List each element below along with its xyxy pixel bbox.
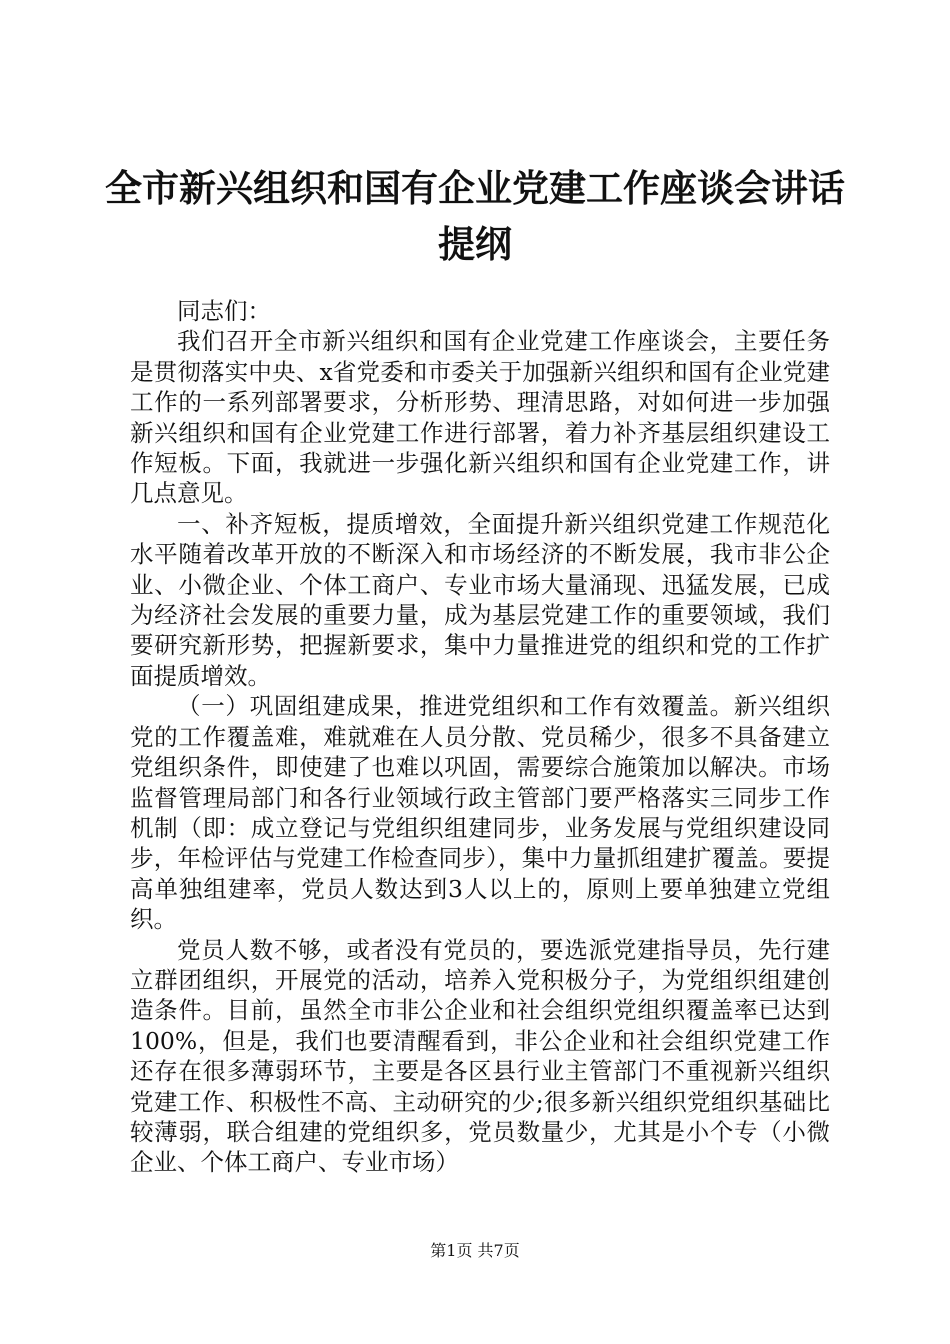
title-line-1: 全市新兴组织和国有企业党建工作座谈会讲话 [105, 166, 845, 210]
title-line-2: 提纲 [438, 222, 512, 266]
document-body [130, 296, 830, 1178]
paragraph-section-1: 一、补齐短板，提质增效，全面提升新兴组织党建工作规范化水平随着改革开放的不断深入和市场经济的不断发展，我市非公企业、小微企业、个体工商户、专业市场大量涌现、迅猛发展，已成为经济社会发展的重要力量，成为基层党建工作的重要领域，我们要研究新形势，把握新要求，集中力量推进党的组织和党的工作扩面提质增效。 [130, 509, 830, 690]
paragraph-subsection-1: （一）巩固组建成果，推进党组织和工作有效覆盖。新兴组织党的工作覆盖难，难就难在人员分散、党员稀少，很多不具备建立党组织条件，即使建了也难以巩固，需要综合施策加以解决。市场监督管理局部门和各行业领域行政主管部门要严格落实三同步工作机制（即：成立登记与党组织组建同步，业务发展与党组织建设同步，年检评估与党建工作检查同步），集中力量抓组建扩覆盖。要提高单独组建率，党员人数达到3人以上的，原则上要单独建立党组织。 [130, 692, 830, 934]
page-footer: 第1页 共7页 [430, 1241, 520, 1260]
paragraph-intro: 我们召开全市新兴组织和国有企业党建工作座谈会，主要任务是贯彻落实中央、x省党委和市委关于加强新兴组织和国有企业党建工作的一系列部署要求，分析形势、理清思路，对如何进一步加强新兴组织和国有企业党建工作进行部署，着力补齐基层组织建设工作短板。下面，我就进一步强化新兴组织和国有企业党建工作，讲几点意见。 [130, 327, 830, 508]
document-title [100, 160, 850, 272]
paragraph-continued: 党员人数不够，或者没有党员的，要选派党建指导员，先行建立群团组织，开展党的活动，培养入党积极分子，为党组织组建创造条件。目前，虽然全市非公企业和社会组织党组织覆盖率已达到100%，但是，我们也要清醒看到，非公企业和社会组织党建工作还存在很多薄弱环节，主要是各区县行业主管部门不重视新兴组织党建工作、积极性不高、主动研究的少;很多新兴组织党组织基础比较薄弱，联合组建的党组织多，党员数量少，尤其是小个专（小微企业、个体工商户、专业市场） [130, 935, 830, 1177]
salutation: 同志们： [177, 297, 271, 325]
